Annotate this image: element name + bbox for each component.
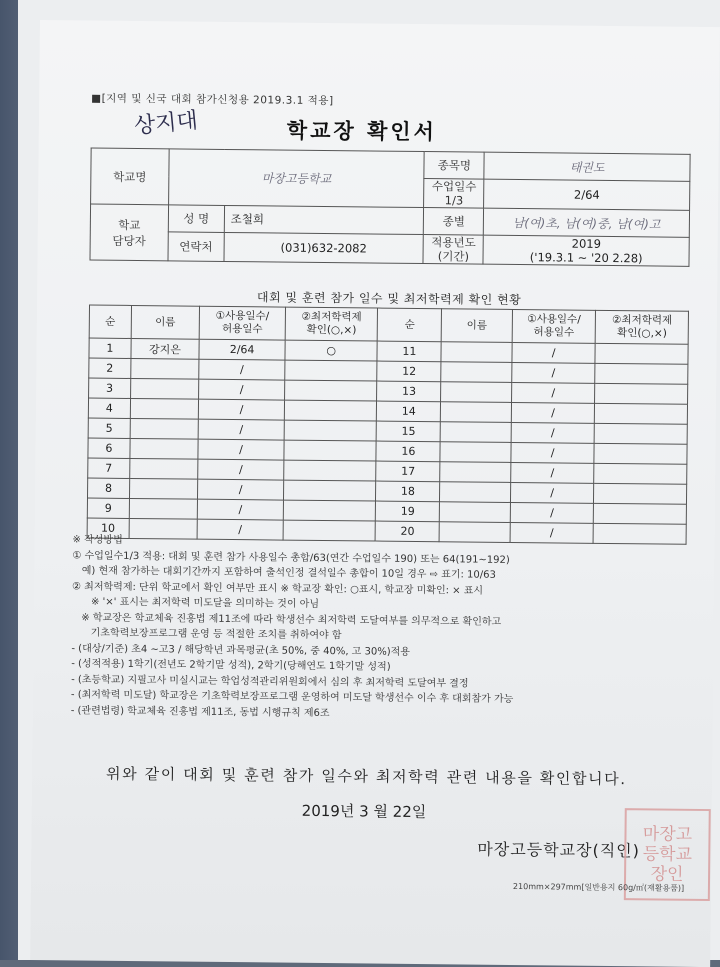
cell-name [441, 382, 512, 403]
handwritten-note: 상지대 [133, 108, 199, 140]
cell-name [131, 358, 199, 379]
year-label: 적용년도 (기간) [423, 235, 483, 265]
col-header: 이름 [131, 305, 200, 339]
confirmation-text: 위와 같이 대회 및 훈련 참가 일수와 최저학력 관련 내용을 확인합니다. [106, 764, 627, 789]
cell-check [595, 343, 688, 364]
cell-check [285, 380, 378, 401]
cell-check [284, 400, 377, 421]
note-line: 기초학력보장프로그램 운영 등 적절한 조치를 취하여야 함 [71, 627, 342, 642]
form-tag: ■[지역 및 신국 대회 참가신청용 2019.3.1 적용] [91, 92, 334, 108]
cell-name [440, 422, 511, 443]
cell-name [130, 438, 198, 459]
cell-no: 19 [376, 501, 440, 522]
cell-days: / [198, 439, 284, 460]
stamp-line: 마장고 [642, 824, 693, 845]
stamp-line: 장인 [650, 864, 684, 885]
cell-check [595, 403, 688, 424]
col-header: 순 [89, 305, 131, 338]
cell-name [130, 378, 198, 399]
contact-value: (031)632-2082 [224, 232, 424, 263]
cell-days: / [511, 382, 595, 403]
col-header: 순 [378, 308, 442, 342]
cell-no: 4 [88, 398, 130, 418]
cell-name [130, 398, 198, 419]
section-title: 대회 및 훈련 참가 일수 및 최저학력제 확인 현황 [256, 290, 522, 308]
cell-no: 20 [376, 521, 440, 542]
cell-days: 2/64 [199, 339, 285, 360]
gender-label: 종별 [424, 208, 484, 236]
cell-name [130, 458, 198, 479]
cell-name [441, 362, 512, 383]
cell-no: 5 [88, 418, 130, 438]
cell-days: / [511, 442, 595, 463]
col-header: ②최저학력제 확인(○,×) [596, 310, 689, 344]
cell-days: / [510, 522, 594, 543]
note-line: 예) 현재 참가하는 대회기간까지 포함하여 출석인정 결석일수 총합이 10일 경우 ⇨ 표기: 10/63 [72, 565, 496, 581]
col-header: ①사용일수/ 허용일수 [512, 309, 596, 343]
cell-days: / [198, 479, 284, 500]
date-text: 2019년 3 월 22일 [301, 801, 427, 822]
cell-no: 2 [89, 358, 131, 378]
cell-no: 17 [376, 461, 440, 482]
note-line: ※ 작성방법 [72, 534, 123, 546]
col-header: ②최저학력제 확인(○,×) [285, 307, 378, 341]
note-line: ② 최저학력제: 단위 학교에서 확인 여부만 표시 ※ 학교장 확인: ○표시, 학교장 미확인: × 표시 [72, 580, 484, 597]
page-title: 학교장 확인서 [286, 118, 438, 145]
school-label: 학교명 [91, 148, 169, 205]
cell-days: / [510, 462, 594, 483]
note-line: - (대상/기준) 초4 ~고3 / 해당학년 과목평균(초 50%, 중 40%, 고 30%)적용 [71, 642, 411, 658]
cell-name [440, 442, 511, 463]
cell-check [284, 460, 377, 481]
cell-no: 14 [377, 401, 441, 422]
cell-check [595, 383, 688, 404]
cell-check [595, 363, 688, 384]
event-value: 태권도 [484, 152, 690, 181]
cell-days: / [510, 482, 594, 503]
cell-no: 1 [89, 338, 131, 358]
cell-name [129, 478, 197, 499]
stamp-line: 등학교 [642, 844, 693, 865]
document-page [30, 20, 720, 967]
paper-spec-footer: 210mm×297mm[일반용지 60g/㎡(재활용품)] [512, 882, 685, 893]
cell-check [284, 420, 377, 441]
cell-no: 10 [87, 518, 129, 538]
days-value: 2/64 [484, 179, 690, 210]
cell-no: 11 [377, 341, 441, 362]
cell-check [283, 480, 376, 501]
cell-days: / [511, 402, 595, 423]
cell-no: 9 [87, 498, 129, 518]
name-label: 성 명 [168, 205, 224, 233]
contact-label: 연락처 [168, 232, 224, 262]
gender-value: 남(여)초, 남(여)중, 남(여)고 [484, 208, 690, 237]
cell-check [283, 500, 376, 521]
cell-days: / [198, 459, 284, 480]
cell-days: / [199, 359, 285, 380]
cell-name [129, 498, 197, 519]
cell-days: / [197, 499, 283, 520]
note-line: ① 수업일수1/3 적용: 대회 및 훈련 참가 사용일수 총합/63(연간 수업일수 190) 또는 64(191~192) [72, 549, 510, 566]
cell-check [595, 423, 688, 444]
cell-days: / [198, 399, 284, 420]
event-label: 종목명 [424, 152, 484, 180]
cell-no: 18 [376, 481, 440, 502]
note-line: - (관련법령) 학교체육 진흥법 제11조, 동법 시행규칙 제6조 [70, 704, 330, 719]
note-line: - (최저학력 미도달) 학교장은 기초학력보장프로그램 운영하여 미도달 학생선수 이수 후 대회참가 가능 [70, 689, 514, 705]
note-line: - (성적적용) 1학기(전년도 2학기말 성적), 2학기(당해연도 1학기말 성적) [71, 658, 391, 673]
period-value: ('19.3.1 ~ '20 2.28) [529, 250, 643, 266]
cell-no: 3 [89, 378, 131, 398]
cell-name: 강지은 [131, 338, 199, 359]
days-label: 수업일수 1/3 [424, 179, 484, 209]
cell-name [441, 402, 512, 423]
cell-no: 13 [377, 381, 441, 402]
cell-days: / [198, 419, 284, 440]
cell-name [440, 502, 511, 523]
instructions-notes [71, 532, 693, 724]
cell-days: / [511, 422, 595, 443]
participation-table [87, 305, 689, 545]
cell-days: / [197, 519, 283, 540]
cell-days: / [199, 379, 285, 400]
note-line: - (초등학교) 지필고사 미실시교는 학업성적관리위원회에서 심의 후 최저학력 도달여부 결정 [71, 673, 469, 690]
note-line: ※ '×' 표시는 최저학력 미도달을 의미하는 것이 아님 [71, 596, 320, 610]
cell-no: 12 [377, 361, 441, 382]
cell-no: 16 [376, 441, 440, 462]
col-header: 이름 [441, 309, 512, 343]
cell-days: / [512, 362, 596, 383]
cell-name [441, 342, 512, 363]
cell-check [285, 360, 378, 381]
cell-name [440, 482, 511, 503]
cell-days: / [510, 502, 594, 523]
cell-no: 8 [87, 478, 129, 498]
name-value: 조철희 [224, 205, 424, 234]
cell-check: ○ [285, 340, 378, 361]
cell-no: 15 [377, 421, 441, 442]
year-value: 2019 [571, 236, 602, 251]
cell-name [130, 418, 198, 439]
col-header: ①사용일수/ 허용일수 [199, 306, 285, 340]
year-cell [483, 235, 689, 266]
cell-check [284, 440, 377, 461]
cell-no: 7 [88, 458, 130, 478]
cell-check [594, 463, 687, 484]
cell-check [594, 443, 687, 464]
cell-days: / [512, 342, 596, 363]
principal-signature: 마장고등학교장(직인) [477, 839, 641, 861]
note-line: ※ 학교장은 학교체육 진흥법 제11조에 따라 학생선수 최저학력 도달여부를 의무적으로 확인하고 [71, 611, 502, 628]
cell-no: 6 [88, 438, 130, 458]
staff-label: 학교 담당자 [90, 204, 168, 261]
cell-check [594, 483, 687, 504]
school-value: 마장고등학교 [168, 149, 424, 208]
cell-check [594, 503, 687, 524]
info-table [89, 148, 690, 267]
cell-name [440, 462, 511, 483]
